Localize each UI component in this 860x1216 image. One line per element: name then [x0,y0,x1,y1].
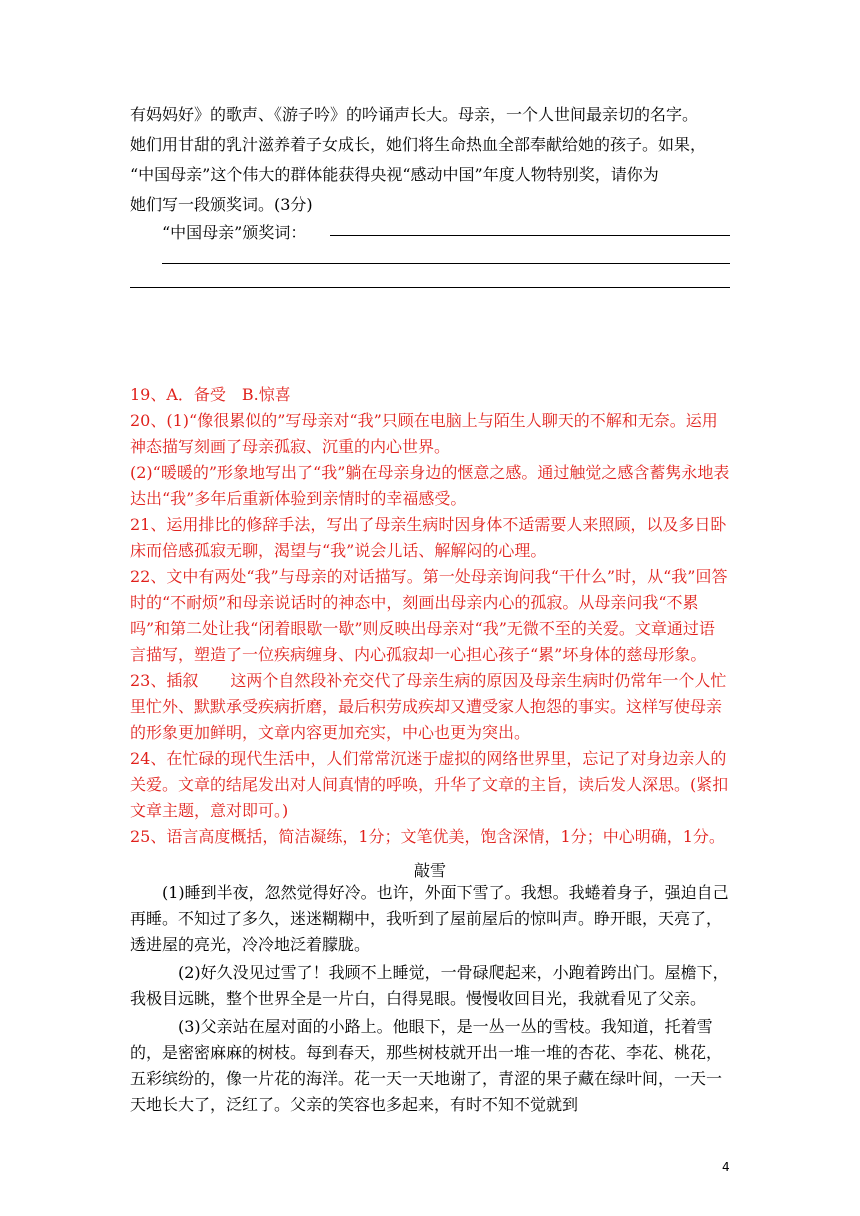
answer-item: 23、插叙 这两个自然段补充交代了母亲生病的原因及母亲生病时仍常年一个人忙里忙外、默默承受疾病折磨，最后积劳成疾却又遭受家人抱怨的事实。这样写使母亲的形象更加鲜明，文章内容更加充实，中心也更为突出。 [130,671,727,742]
answer-item: 19、A．备受 B.惊喜 [130,385,291,404]
answer-blank-line[interactable] [330,235,730,236]
intro-line: “中国母亲”这个伟大的群体能获得央视“感动中国”年度人物特别奖，请你为 [130,165,659,184]
essay-paragraph: (3)父亲站在屋对面的小路上。他眼下，是一丛一丛的雪枝。我知道，托着雪的，是密密麻麻的树枝。每到春天，那些树枝就开出一堆一堆的杏花、李花、桃花，五彩缤纷的，像一片花的海洋。花一天一天地谢了，青涩的果子藏在绿叶间，一天一天地长大了，泛红了。父亲的笑容也多起来，有时不知不觉就到 [130,1017,723,1114]
essay-paragraph: (1)睡到半夜，忽然觉得好冷。也许，外面下雪了。我想。我蜷着身子，强迫自己再睡。不知过了多久，迷迷糊糊中，我听到了屋前屋后的惊叫声。睁开眼，天亮了，透进屋的亮光，冷冷地泛着朦胧。 [130,883,729,954]
intro-line: 她们用甘甜的乳汁滋养着子女成长，她们将生命热血全部奉献给她的孩子。如果， [130,135,707,154]
question-intro [130,102,730,218]
answer-item: 25、语言高度概括，简洁凝练，1分；文笔优美，饱含深情，1分；中心明确，1分。 [130,827,725,846]
award-speech-label: “中国母亲”颁奖词： [162,223,307,242]
answer-item: 21、运用排比的修辞手法，写出了母亲生病时因身体不适需要人来照顾，以及多日卧床而倍感孤寂无聊，渴望与“我”说会儿话、解解闷的心理。 [130,515,727,560]
answer-blank-line[interactable] [130,287,730,288]
answer-item: (2)“暖暖的”形象地写出了“我”躺在母亲身边的惬意之感。通过触觉之感含蓄隽永地表达出“我”多年后重新体验到亲情时的幸福感受。 [130,463,730,508]
essay-paragraph: (2)好久没见过雪了！我顾不上睡觉，一骨碌爬起来，小跑着跨出门。屋檐下，我极目远眺，整个世界全是一片白，白得晃眼。慢慢收回目光，我就看见了父亲。 [130,963,729,1008]
answer-blank-line[interactable] [162,263,730,264]
page-number: 4 [722,1160,730,1174]
intro-line: 她们写一段颁奖词。(3分) [130,195,313,214]
answer-item: 20、(1)“像很累似的”写母亲对“我”只顾在电脑上与陌生人聊天的不解和无奈。运用神态描写刻画了母亲孤寂、沉重的内心世界。 [130,411,718,456]
answer-key [130,382,730,850]
essay-title: 敲雪 [413,861,446,880]
answer-item: 24、在忙碌的现代生活中，人们常常沉迷于虚拟的网络世界里，忘记了对身边亲人的关爱。文章的结尾发出对人间真情的呼唤，升华了文章的主旨，读后发人深思。(紧扣文章主题，意对即可。) [130,749,729,820]
intro-line: 有妈妈好》的歌声、《游子吟》的吟诵声长大。母亲，一个人世间最亲切的名字。 [130,105,699,124]
answer-item: 22、文中有两处“我”与母亲的对话描写。第一处母亲询问我“干什么”时，从“我”回答时的“不耐烦”和母亲说话时的神态中，刻画出母亲内心的孤寂。从母亲问我“不累吗”和第二处让我“闭着眼歇一歇”则反映出母亲对“我”无微不至的关爱。文章通过语言描写，塑造了一位疾病缠身、内心孤寂却一心担心孩子“累”坏身体的慈母形象。 [130,567,728,664]
essay-body [130,880,730,1118]
